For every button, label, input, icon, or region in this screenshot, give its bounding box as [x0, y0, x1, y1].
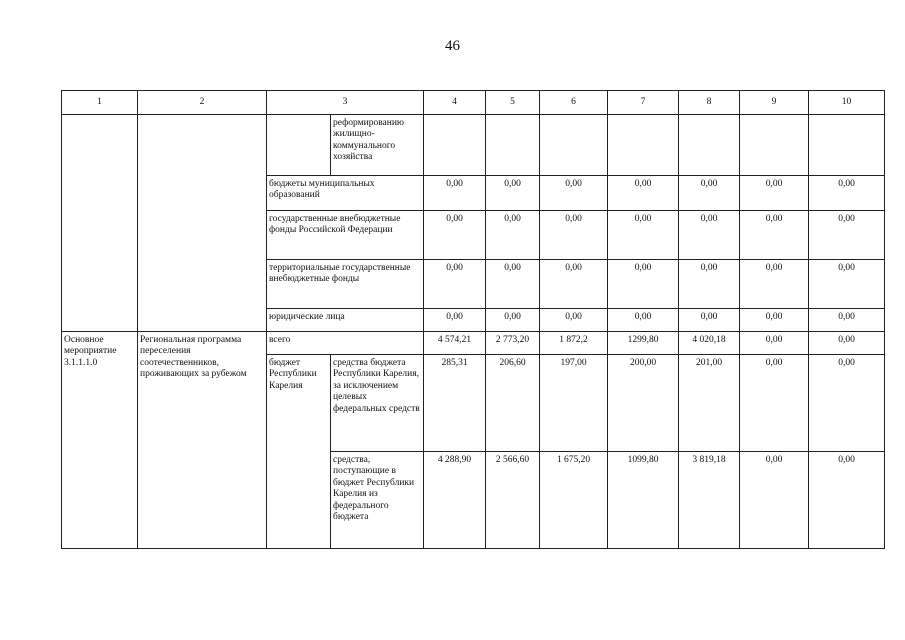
source-label: реформированию жилищно-коммунального хозяйства: [331, 115, 424, 176]
header-cell: 4: [424, 91, 486, 115]
empty-cell: [62, 115, 138, 332]
value-cell: 206,60: [486, 355, 540, 452]
header-cell: 1: [62, 91, 138, 115]
value-cell: 0,00: [740, 332, 809, 355]
value-cell: [424, 115, 486, 176]
source-label: государственные внебюджетные фонды Российской Федерации: [267, 211, 424, 260]
header-cell: 6: [540, 91, 608, 115]
value-cell: 1099,80: [608, 452, 679, 549]
value-cell: 0,00: [740, 452, 809, 549]
source-label: территориальные государственные внебюджетные фонды: [267, 260, 424, 309]
value-cell: 4 288,90: [424, 452, 486, 549]
value-cell: 0,00: [809, 355, 885, 452]
measure-code: Основное мероприятие 3.1.1.1.0: [62, 332, 138, 549]
empty-cell: [138, 115, 267, 332]
header-row: [62, 91, 885, 115]
header-cell: 5: [486, 91, 540, 115]
value-cell: [679, 115, 740, 176]
budget-table: [61, 90, 885, 549]
header-cell: 7: [608, 91, 679, 115]
value-cell: 0,00: [740, 176, 809, 211]
value-cell: 2 566,60: [486, 452, 540, 549]
value-cell: 0,00: [809, 452, 885, 549]
value-cell: 0,00: [679, 176, 740, 211]
value-cell: 0,00: [608, 176, 679, 211]
page-number: 46: [445, 38, 460, 54]
value-cell: [809, 115, 885, 176]
measure-name: Региональная программа переселения соотечественников, проживающих за рубежом: [138, 332, 267, 549]
value-cell: 0,00: [540, 176, 608, 211]
header-cell: 3: [267, 91, 424, 115]
table-row: [62, 332, 885, 355]
value-cell: 4 020,18: [679, 332, 740, 355]
value-cell: 0,00: [809, 332, 885, 355]
source-label: средства, поступающие в бюджет Республики Карелия из федерального бюджета: [331, 452, 424, 549]
value-cell: 0,00: [540, 309, 608, 332]
header-cell: 10: [809, 91, 885, 115]
value-cell: 0,00: [424, 176, 486, 211]
value-cell: 285,31: [424, 355, 486, 452]
value-cell: [608, 115, 679, 176]
budget-label: бюджет Республики Карелия: [267, 355, 331, 549]
value-cell: 0,00: [486, 211, 540, 260]
value-cell: 3 819,18: [679, 452, 740, 549]
value-cell: 4 574,21: [424, 332, 486, 355]
value-cell: 0,00: [540, 260, 608, 309]
source-label: средства бюджета Республики Карелия, за исключением целевых федеральных средств: [331, 355, 424, 452]
value-cell: 0,00: [424, 260, 486, 309]
value-cell: 1 675,20: [540, 452, 608, 549]
value-cell: 0,00: [424, 211, 486, 260]
value-cell: 0,00: [740, 355, 809, 452]
header-cell: 2: [138, 91, 267, 115]
value-cell: 1299,80: [608, 332, 679, 355]
value-cell: 2 773,20: [486, 332, 540, 355]
value-cell: 0,00: [679, 260, 740, 309]
value-cell: 0,00: [486, 309, 540, 332]
value-cell: 0,00: [740, 211, 809, 260]
value-cell: 0,00: [809, 260, 885, 309]
value-cell: [486, 115, 540, 176]
source-label: всего: [267, 332, 424, 355]
value-cell: 0,00: [424, 309, 486, 332]
empty-cell: [267, 115, 331, 176]
value-cell: 0,00: [809, 309, 885, 332]
source-label: юридические лица: [267, 309, 424, 332]
value-cell: 0,00: [486, 176, 540, 211]
source-label: бюджеты муниципальных образований: [267, 176, 424, 211]
value-cell: 0,00: [740, 260, 809, 309]
table-row: [62, 115, 885, 176]
value-cell: 0,00: [809, 176, 885, 211]
value-cell: 0,00: [809, 211, 885, 260]
value-cell: 1 872,2: [540, 332, 608, 355]
value-cell: 201,00: [679, 355, 740, 452]
value-cell: [740, 115, 809, 176]
value-cell: 0,00: [608, 309, 679, 332]
value-cell: 0,00: [486, 260, 540, 309]
value-cell: 197,00: [540, 355, 608, 452]
value-cell: 0,00: [608, 211, 679, 260]
value-cell: 0,00: [740, 309, 809, 332]
value-cell: 0,00: [540, 211, 608, 260]
value-cell: 0,00: [679, 211, 740, 260]
value-cell: 200,00: [608, 355, 679, 452]
value-cell: 0,00: [679, 309, 740, 332]
header-cell: 9: [740, 91, 809, 115]
value-cell: 0,00: [608, 260, 679, 309]
value-cell: [540, 115, 608, 176]
header-cell: 8: [679, 91, 740, 115]
